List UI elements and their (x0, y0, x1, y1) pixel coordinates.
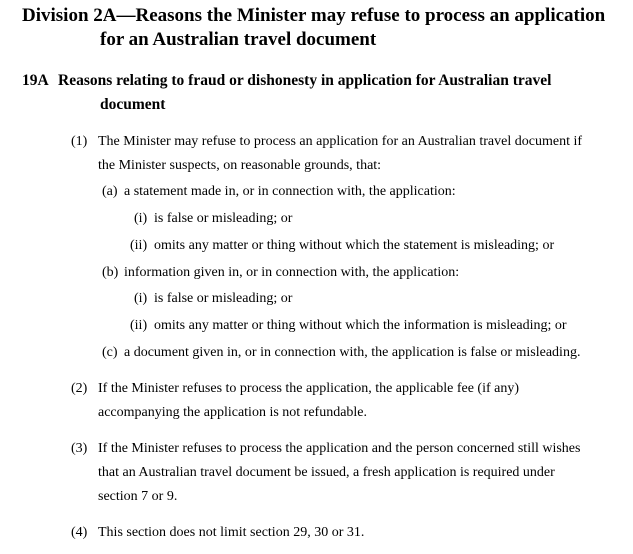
subsection-1-line2: the Minister suspects, on reasonable grounds, that: (98, 158, 382, 173)
paragraph-a-i-text: is false or misleading; or (154, 211, 293, 226)
paragraph-c-number: (c) (102, 345, 118, 360)
subsection-3-number: (3) (71, 441, 88, 456)
section-number: 19A (22, 72, 49, 89)
subsection-3-line1: If the Minister refuses to process the application and the person concerned still wishes (98, 441, 581, 456)
paragraph-a-ii-text: omits any matter or thing without which the statement is misleading; or (154, 238, 555, 253)
paragraph-a-ii-number: (ii) (130, 238, 148, 253)
division-title-line1: Division 2A—Reasons the Minister may refuse to process an application (22, 5, 606, 26)
paragraph-a-text: a statement made in, or in connection with, the application: (124, 184, 456, 199)
subsection-1-line1: The Minister may refuse to process an application for an Australian travel document if (98, 134, 583, 149)
subsection-2-line2: accompanying the application is not refundable. (98, 405, 368, 420)
paragraph-b-i-number: (i) (134, 291, 148, 306)
subsection-4-line1: This section does not limit section 29, 30 or 31. (98, 525, 365, 540)
paragraph-c-text: a document given in, or in connection with, the application is false or misleading. (124, 345, 581, 360)
paragraph-b-number: (b) (102, 265, 119, 280)
paragraph-b-ii-number: (ii) (130, 318, 148, 333)
paragraph-b-text: information given in, or in connection with, the application: (124, 265, 460, 280)
subsection-4-number: (4) (71, 525, 88, 540)
paragraph-b-ii-text: omits any matter or thing without which the information is misleading; or (154, 318, 567, 333)
division-title-line2: for an Australian travel document (100, 29, 377, 50)
section-title-line1: Reasons relating to fraud or dishonesty in application for Australian travel (58, 72, 552, 89)
paragraph-a-number: (a) (102, 184, 118, 199)
subsection-3-line2: that an Australian travel document be issued, a fresh application is required under (98, 465, 555, 480)
subsection-2-number: (2) (71, 381, 88, 396)
paragraph-a-i-number: (i) (134, 211, 148, 226)
subsection-3-line3: section 7 or 9. (98, 489, 178, 504)
section-title-line2: document (100, 96, 166, 113)
subsection-2-line1: If the Minister refuses to process the application, the applicable fee (if any) (98, 381, 520, 396)
paragraph-b-i-text: is false or misleading; or (154, 291, 293, 306)
subsection-1-number: (1) (71, 134, 88, 149)
